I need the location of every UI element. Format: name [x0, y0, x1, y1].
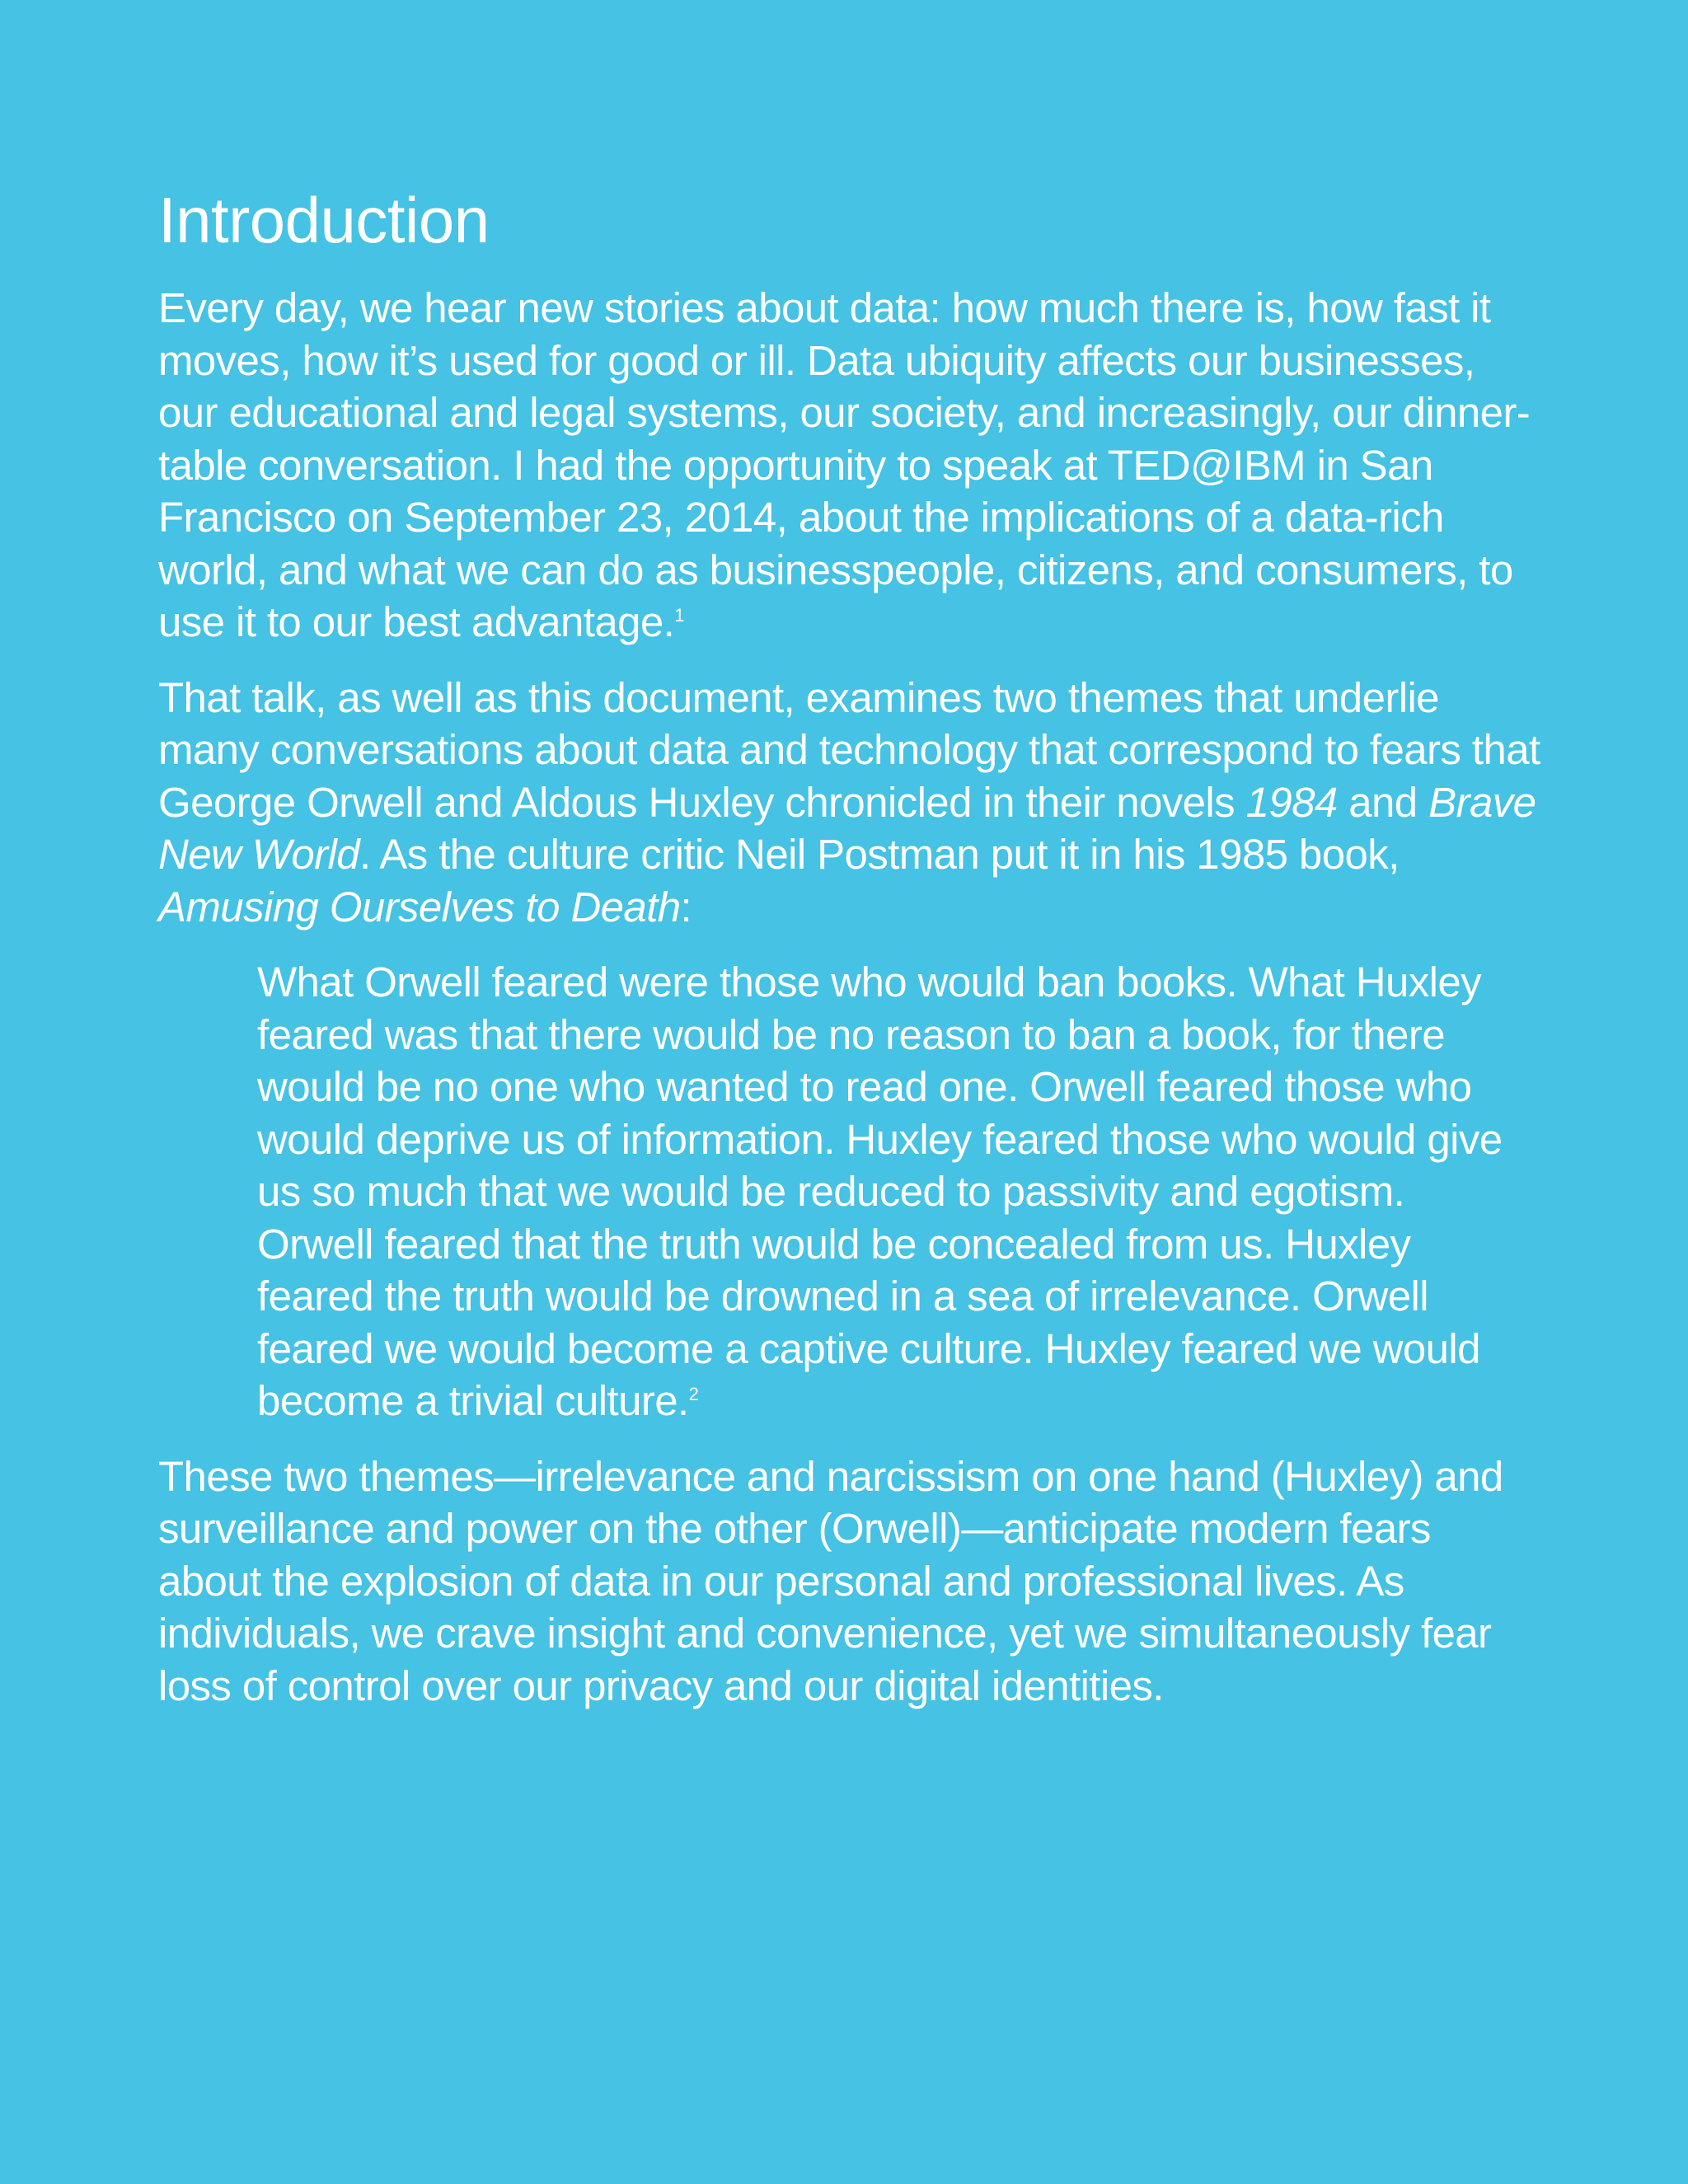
intro-paragraph	[158, 282, 1543, 649]
themes-text-1: That talk, as well as this document, examines two themes that underlie many conversations about data and technology that correspond to fears that George Orwell and Aldous Huxley chronicled in their novels	[158, 673, 1540, 826]
quote-text: What Orwell feared were those who would ban books. What Huxley feared was that there would be no reason to ban a book, for there would be no one who wanted to read one. Orwell feared those who would deprive us of information. Huxley feared those who would give us so much that we would be reduced to passivity and egotism. Orwell feared that the truth would be concealed from us. Huxley feared the truth would be drowned in a sea of irrelevance. Orwell feared we would become a captive culture. Huxley feared we would become a trivial culture.	[257, 958, 1503, 1424]
quote-paragraph	[257, 956, 1510, 1427]
postman-quote	[257, 956, 1530, 1427]
themes-text-4: :	[680, 883, 692, 930]
book-title-amusing-ourselves: Amusing Ourselves to Death	[158, 883, 681, 930]
conclusion-text: These two themes—irrelevance and narcissism on one hand (Huxley) and surveillance and power on the other (Orwell)—anticipate modern fears about the explosion of data in our personal and professional lives. As individuals, we crave insight and convenience, yet we simultaneously fear loss of control over our privacy and our digital identities.	[158, 1452, 1503, 1709]
intro-paragraph-text: Every day, we hear new stories about data: how much there is, how fast it moves, how it’s used for good or ill. Data ubiquity affects our businesses, our educational and legal systems, our society, and increasingly, our dinner-table conversation. I had the opportunity to speak at TED@IBM in San Francisco on September 23, 2014, about the implications of a data-rich world, and what we can do as businesspeople, citizens, and consumers, to use it to our best advantage.	[158, 284, 1531, 645]
footnote-marker-2[interactable]: 2	[688, 1384, 699, 1404]
themes-text-3: . As the culture critic Neil Postman put it in his 1985 book,	[359, 831, 1400, 878]
themes-paragraph	[158, 672, 1543, 934]
section-heading: Introduction	[158, 184, 490, 256]
footnote-marker-1[interactable]: 1	[674, 605, 684, 626]
book-title-brave-new-world: Brave New World	[158, 778, 1536, 878]
book-title-1984: 1984	[1245, 778, 1338, 826]
themes-text-2: and	[1337, 778, 1429, 826]
conclusion-paragraph	[158, 1451, 1543, 1713]
